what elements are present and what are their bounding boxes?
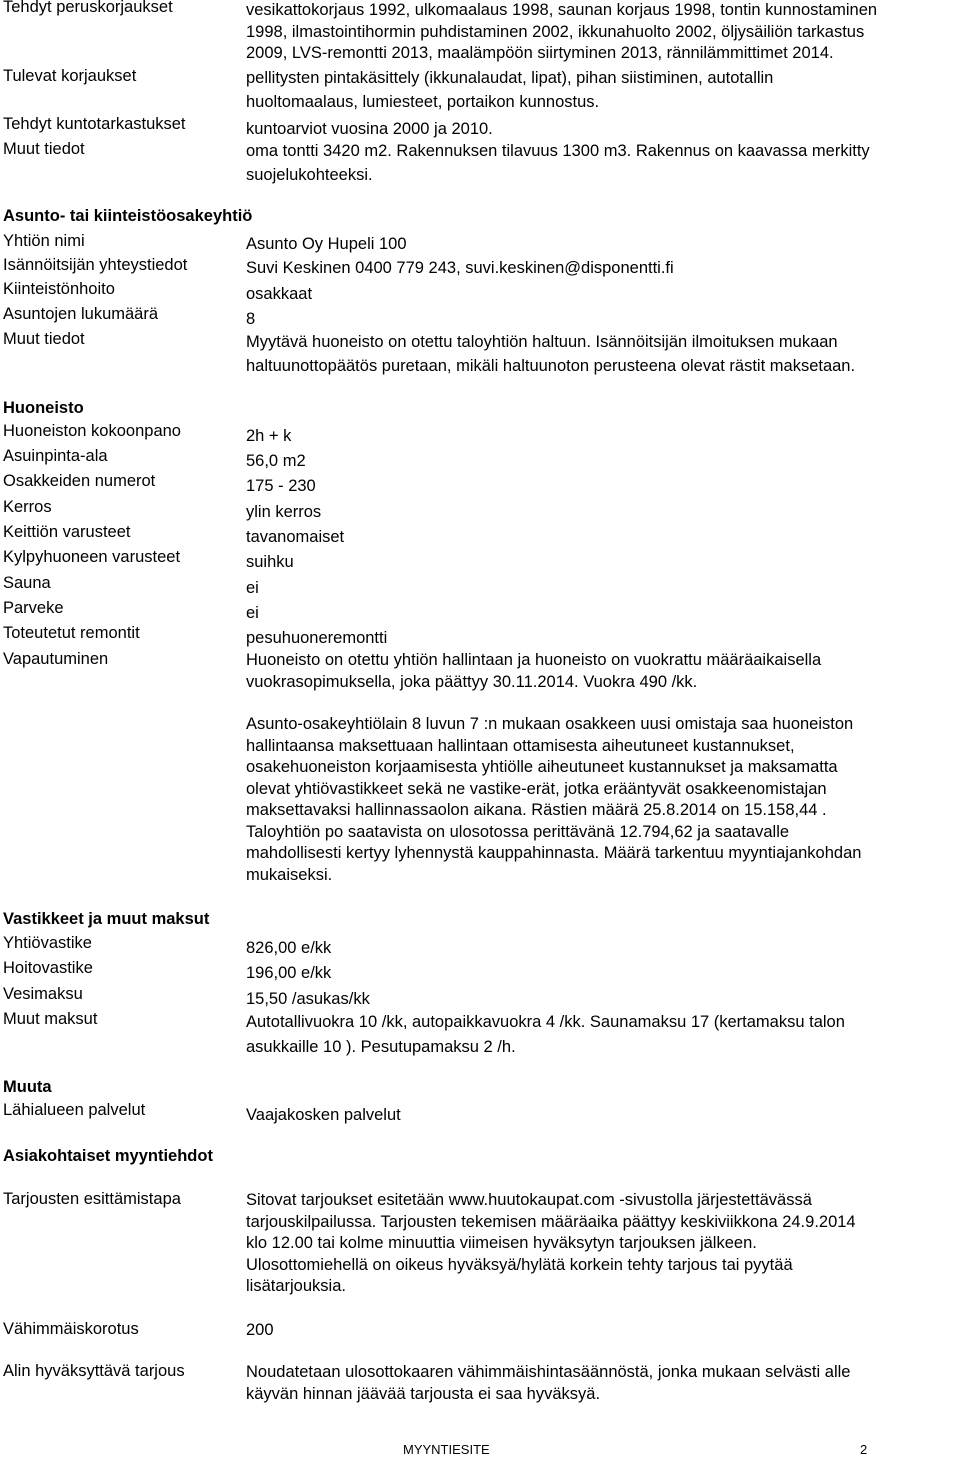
value: Autotallivuokra 10 /kk, autopaikkavuokra 4 /kk. Saunamaksu 17 (kertamaksu talon asukkaille 10 ). Pesutupamaksu 2 /h. (246, 1013, 845, 1056)
huoneisto-lisateksti: Asunto-osakeyhtiölain 8 luvun 7 :n mukaan osakkeen uusi omistaja saa huoneiston hallintaansa maksettuaan hallintaan ottamisesta aiheutuneet kustannukset, osakehuoneiston korjaamisesta yhtiölle aiheutuneet kustannukset ja maksamatta olevat yhtiövastikkeet sekä ne vastike-erät, jotka erääntyvät osakkeenomistajan maksettavaksi hallinnassaolon aikana. Rästien määrä 25.8.2014 on 15.158,44 . Taloyhtiön po saatavista on ulosotossa perittävänä 12.794,62 ja saatavalle mahdollisesti kertyy lyhennystä kauppahinnasta. Määrä tarkentuu myyntiajankohdan mukaiseksi. (246, 715, 862, 884)
label: Kiinteistönhoito (3, 280, 115, 298)
section-heading-myyntiehdot: Asiakohtaiset myyntiehdot (3, 1147, 213, 1165)
footer-title: MYYNTIESITE (403, 1442, 490, 1457)
value: 826,00 e/kk (246, 939, 332, 957)
section-heading-vastikkeet: Vastikkeet ja muut maksut (3, 910, 210, 928)
value: Asunto Oy Hupeli 100 (246, 235, 407, 253)
value: Huoneisto on otettu yhtiön hallintaan ja huoneisto on vuokrattu määräaikaisella vuokrasopimuksella, joka päättyy 30.11.2014. Vuokra 490 /kk. (246, 651, 822, 691)
value: suihku (246, 553, 294, 571)
label: Asuinpinta-ala (3, 447, 108, 465)
value: 196,00 e/kk (246, 964, 332, 982)
label: Keittiön varusteet (3, 523, 131, 541)
value: pesuhuoneremontti (246, 629, 388, 647)
value: 15,50 /asukas/kk (246, 990, 370, 1008)
label: Muut tiedot (3, 330, 85, 348)
label: Yhtiön nimi (3, 232, 85, 250)
footer-page-number: 2 (860, 1442, 868, 1457)
value: ei (246, 579, 259, 597)
label: Vapautuminen (3, 650, 109, 668)
value: ei (246, 604, 259, 622)
value: Vaajakosken palvelut (246, 1106, 401, 1124)
section-heading-huoneisto: Huoneisto (3, 399, 84, 417)
label: Kylpyhuoneen varusteet (3, 548, 181, 566)
label: Isännöitsijän yhteystiedot (3, 256, 188, 274)
value: vesikattokorjaus 1992, ulkomaalaus 1998, saunan korjaus 1998, tontin kunnostaminen 1998, ilmastointihormin puhdistaminen 2002, ikkunahuolto 2002, öljysäiliön tarkastus 2009, LVS-remontti 2013, maalämpöön siirtyminen 2013, rännilämmittimet 2014. (246, 1, 878, 62)
value: 2h + k (246, 427, 292, 445)
label: Yhtiövastike (3, 934, 92, 952)
value: 175 - 230 (246, 477, 316, 495)
label: Toteutetut remontit (3, 624, 140, 642)
section-heading-yhtio: Asunto- tai kiinteistöosakeyhtiö (3, 207, 253, 225)
value: oma tontti 3420 m2. Rakennuksen tilavuus 1300 m3. Rakennus on kaavassa merkitty suojelukohteeksi. (246, 142, 870, 184)
label: Tehdyt kuntotarkastukset (3, 115, 186, 133)
value: ylin kerros (246, 503, 322, 521)
value: Noudatetaan ulosottokaaren vähimmäishintasäännöstä, jonka mukaan selvästi alle käyvän hinnan jäävää tarjousta ei saa hyväksyä. (246, 1363, 851, 1403)
value: osakkaat (246, 285, 313, 303)
value: Suvi Keskinen 0400 779 243, suvi.keskinen@disponentti.fi (246, 259, 674, 277)
label: Hoitovastike (3, 959, 93, 977)
label: Osakkeiden numerot (3, 472, 156, 490)
label: Muut tiedot (3, 140, 85, 158)
value: 56,0 m2 (246, 452, 306, 470)
label: Alin hyväksyttävä tarjous (3, 1362, 185, 1380)
value: tavanomaiset (246, 528, 345, 546)
value: 8 (246, 310, 256, 328)
label: Tehdyt peruskorjaukset (3, 0, 173, 16)
label: Huoneiston kokoonpano (3, 422, 181, 440)
label: Vähimmäiskorotus (3, 1320, 139, 1338)
value: pellitysten pintakäsittely (ikkunalaudat, lipat), pihan siistiminen, autotallin huoltomaalaus, lumiesteet, portaikon kunnostus. (246, 69, 774, 111)
label: Lähialueen palvelut (3, 1101, 146, 1119)
label: Muut maksut (3, 1010, 98, 1028)
label: Sauna (3, 574, 51, 592)
label: Asuntojen lukumäärä (3, 305, 159, 323)
label: Tarjousten esittämistapa (3, 1190, 181, 1208)
label: Parveke (3, 599, 64, 617)
value: kuntoarviot vuosina 2000 ja 2010. (246, 120, 493, 138)
label: Tulevat korjaukset (3, 67, 137, 85)
label: Kerros (3, 498, 52, 516)
section-heading-muuta: Muuta (3, 1078, 52, 1096)
value: 200 (246, 1321, 274, 1339)
value: Sitovat tarjoukset esitetään www.huutokaupat.com -sivustolla järjestettävässä tarjouskilpailussa. Tarjousten tekemisen määräaika päättyy keskiviikkona 24.9.2014 klo 12.00 tai kolme minuuttia viimeisen hyväksytyn tarjouksen jälkeen. Ulosottomiehellä on oikeus hyväksyä/hylätä korkein tehty tarjous tai pyytää lisätarjouksia. (246, 1191, 856, 1295)
label: Vesimaksu (3, 985, 83, 1003)
value: Myytävä huoneisto on otettu taloyhtiön haltuun. Isännöitsijän ilmoituksen mukaan haltuunottopäätös puretaan, mikäli haltuunoton perusteena olevat rästit maksetaan. (246, 333, 856, 375)
